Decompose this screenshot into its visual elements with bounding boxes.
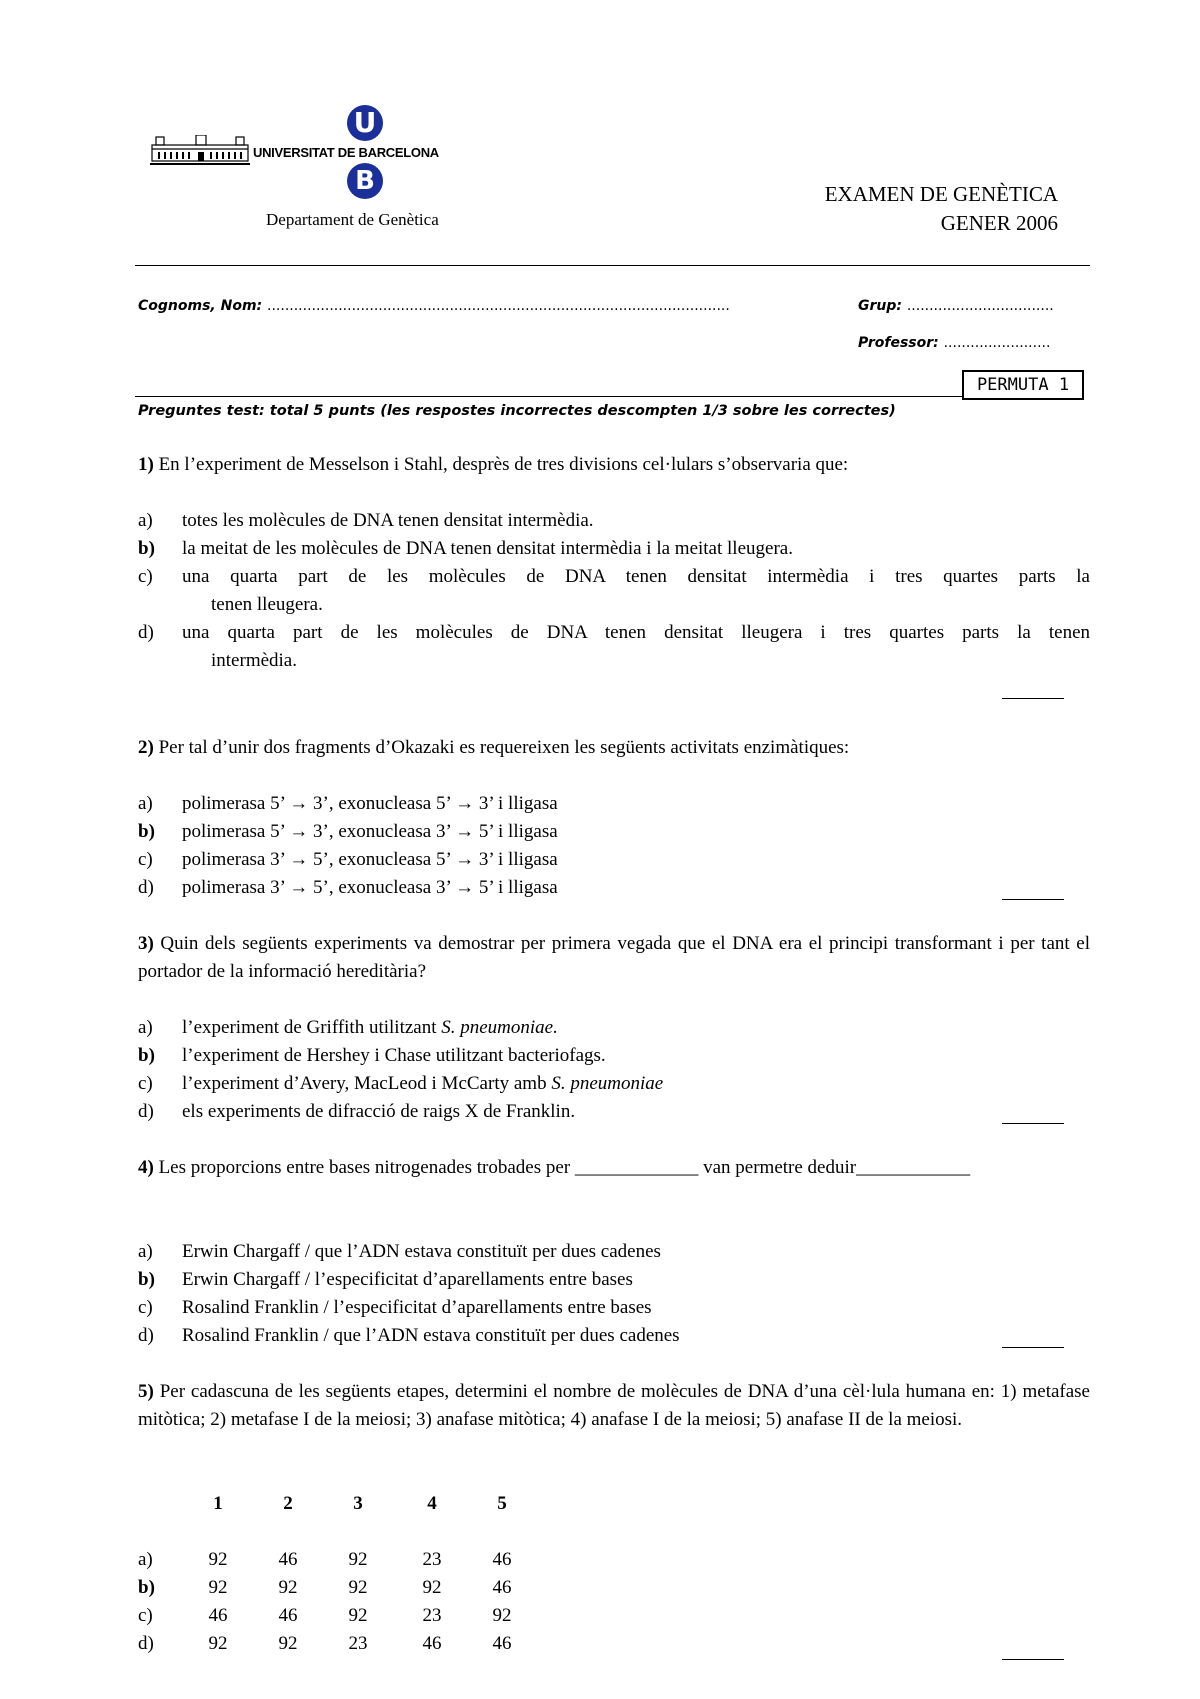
option-text: Rosalind Franklin / l’especificitat d’aparellaments entre bases [182,1297,652,1318]
question-number: 3) [138,933,154,954]
option-letter: d) [138,1633,154,1654]
name-field[interactable] [138,298,730,314]
option-1c[interactable] [138,563,1090,619]
question-4 [138,1154,1090,1182]
option-text-continued: tenen lleugera. [211,594,323,615]
professor-label: Professor: [858,335,939,351]
option-text: l’experiment de Hershey i Chase utilitzant bacteriofags. [182,1045,606,1066]
option-letter: c) [138,566,153,587]
table-cell: 92 [278,1577,298,1598]
question-number: 1) [138,454,154,475]
option-letter: d) [138,1325,154,1346]
table-column-header: 1 [213,1493,223,1514]
question-2 [138,734,1090,762]
option-text: Erwin Chargaff / l’especificitat d’aparellaments entre bases [182,1269,633,1290]
exam-title: EXAMEN DE GENÈTICA [824,182,1058,206]
table-cell: 46 [492,1633,512,1654]
option-text: polimerasa 3’ → 5’, exonucleasa 3’ → 5’ i lligasa [182,877,558,898]
question-5 [138,1378,1090,1434]
option-text-continued: intermèdia. [211,650,297,671]
table-column-header: 2 [283,1493,293,1514]
table-column-header: 5 [497,1493,507,1514]
option-letter: a) [138,1549,153,1570]
table-cell: 23 [348,1633,368,1654]
option-letter: b) [138,538,155,559]
question-text: Per tal d’unir dos fragments d’Okazaki es requereixen les següents activitats enzimàtiques: [153,737,850,758]
option-letter: b) [138,1045,155,1066]
question-text: En l’experiment de Messelson i Stahl, desprès de tres divisions cel·lulars s’observaria que: [153,454,849,475]
option-letter: a) [138,793,153,814]
group-field[interactable] [858,298,1054,314]
option-text-italic: S. pneumoniae [551,1073,664,1094]
option-letter: b) [138,1577,155,1598]
option-letter: a) [138,1017,153,1038]
department-name: Departament de Genètica [266,210,439,229]
exam-title-block [825,180,1058,238]
table-cell: 92 [348,1549,368,1570]
option-letter: c) [138,849,153,870]
option-text: polimerasa 3’ → 5’, exonucleasa 5’ → 3’ i lligasa [182,849,558,870]
question-text: Quin dels següents experiments va demostrar per primera vegada que el DNA era el principi transformant i per tant el portador de la informació hereditària? [138,933,1090,982]
option-text: l’experiment d’Avery, MacLeod i McCarty amb [182,1073,552,1094]
table-column-header: 4 [427,1493,437,1514]
table-cell: 92 [208,1577,228,1598]
option-letter: a) [138,1241,153,1262]
building-icon [150,135,250,167]
option-text-italic: S. pneumoniae. [441,1017,558,1038]
test-instructions: Preguntes test: total 5 punts (les respostes incorrectes descompten 1/3 sobre les correctes) [138,403,896,419]
table-column-header: 3 [353,1493,363,1514]
option-text: Rosalind Franklin / que l’ADN estava constituït per dues cadenes [182,1325,680,1346]
table-cell: 46 [492,1577,512,1598]
question-number: 2) [138,737,154,758]
logo-u-badge: U [347,105,383,141]
option-text: polimerasa 5’ → 3’, exonucleasa 5’ → 3’ i lligasa [182,793,558,814]
table-cell: 46 [208,1605,228,1626]
question-number: 4) [138,1157,154,1178]
question-text: Les proporcions entre bases nitrogenades trobades per _____________ van permetre deduir____________ [153,1157,971,1178]
option-text: una quarta part de les molècules de DNA tenen densitat intermèdia i tres quartes parts la [182,566,1090,587]
exam-date: GENER 2006 [940,211,1058,235]
answer-blank-1[interactable] [1002,698,1064,699]
answer-blank-5[interactable] [1002,1659,1064,1660]
header-divider [135,265,1090,266]
answer-blank-4[interactable] [1002,1347,1064,1348]
group-dots: ................................. [906,298,1054,314]
professor-field[interactable] [858,335,1050,351]
table-cell: 46 [278,1605,298,1626]
option-letter: d) [138,622,154,643]
logo-b-badge: B [347,163,383,199]
option-letter: c) [138,1297,153,1318]
group-label: Grup: [858,298,902,314]
table-cell: 23 [422,1605,442,1626]
answer-blank-3[interactable] [1002,1123,1064,1124]
option-letter: d) [138,1101,154,1122]
option-letter: a) [138,510,153,531]
table-cell: 23 [422,1549,442,1570]
question-text: Per cadascuna de les següents etapes, determini el nombre de molècules de DNA d’una cèl·lula humana en: 1) metafase mitòtica; 2) metafase I de la meiosi; 3) anafase mitòtica; 4) anafase I de la meiosi; 5) anafase II de la meiosi. [138,1381,1090,1430]
table-cell: 46 [278,1549,298,1570]
table-cell: 92 [348,1605,368,1626]
option-letter: b) [138,1269,155,1290]
question-3 [138,930,1090,986]
option-letter: d) [138,877,154,898]
table-cell: 92 [208,1549,228,1570]
option-text: els experiments de difracció de raigs X de Franklin. [182,1101,576,1122]
option-text: una quarta part de les molècules de DNA tenen densitat lleugera i tres quartes parts la tenen [182,622,1090,643]
table-cell: 92 [278,1633,298,1654]
option-letter: c) [138,1605,153,1626]
option-text: totes les molècules de DNA tenen densitat intermèdia. [182,510,594,531]
permuta-badge: PERMUTA 1 [962,370,1084,400]
table-cell: 92 [348,1577,368,1598]
name-label: Cognoms, Nom: [138,298,263,314]
option-text: l’experiment de Griffith utilitzant [182,1017,442,1038]
table-cell: 92 [492,1605,512,1626]
name-dots: ........................................................................................................ [267,298,730,314]
table-cell: 46 [492,1549,512,1570]
option-letter: c) [138,1073,153,1094]
option-1d[interactable] [138,619,1090,675]
option-text: la meitat de les molècules de DNA tenen densitat intermèdia i la meitat lleugera. [182,538,793,559]
table-cell: 92 [208,1633,228,1654]
question-number: 5) [138,1381,154,1402]
university-name: UNIVERSITAT DE BARCELONA [253,145,439,160]
table-cell: 46 [422,1633,442,1654]
question-1 [138,451,1090,479]
table-cell: 92 [422,1577,442,1598]
option-text: Erwin Chargaff / que l’ADN estava constituït per dues cadenes [182,1241,661,1262]
form-divider [135,396,962,397]
option-text: polimerasa 5’ → 3’, exonucleasa 3’ → 5’ i lligasa [182,821,558,842]
answer-blank-2[interactable] [1002,899,1064,900]
professor-dots: ........................ [943,335,1051,351]
option-letter: b) [138,821,155,842]
